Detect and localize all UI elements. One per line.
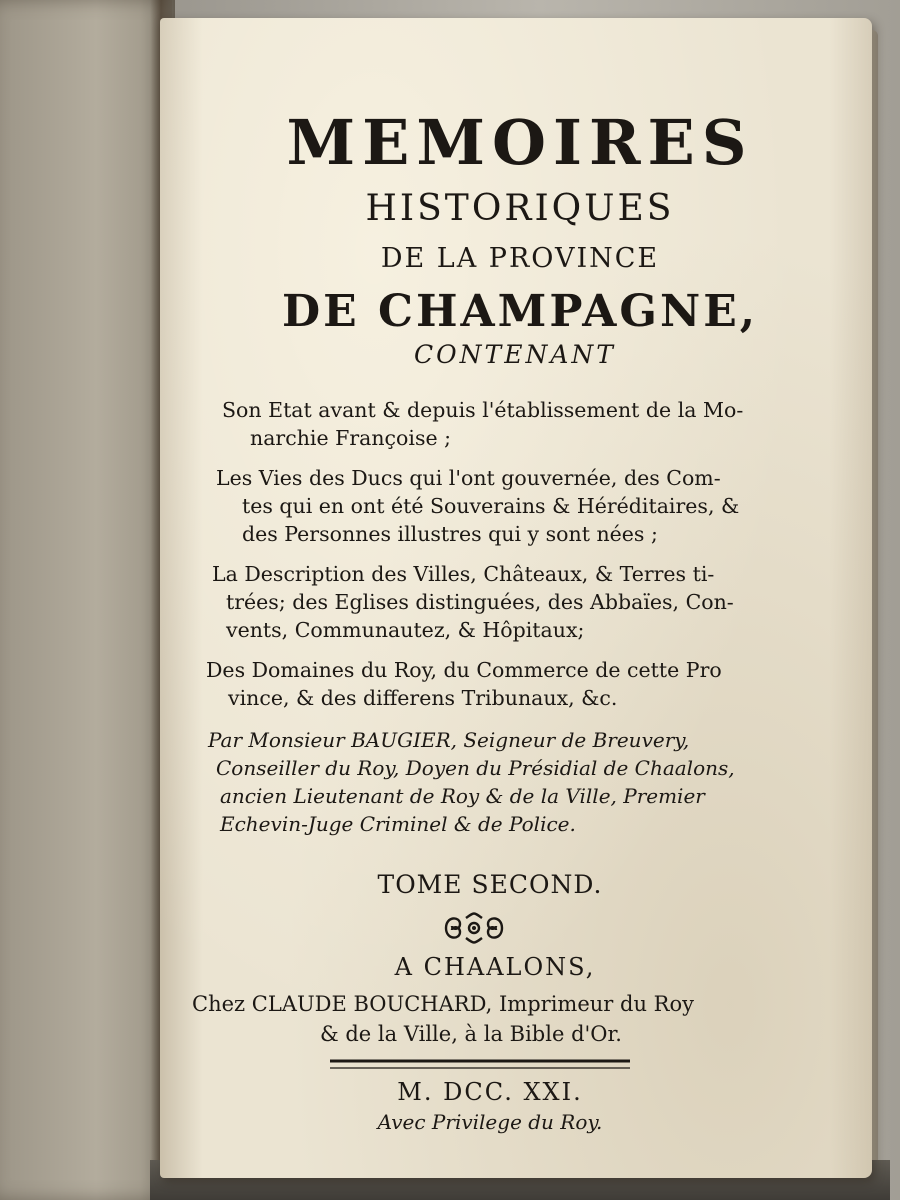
contents-line: narchie Françoise ; [250, 426, 452, 450]
author-line: Par Monsieur BAUGIER, Seigneur de Breuvery, [208, 728, 690, 752]
contents-line: La Description des Villes, Châteaux, & Terres ti- [212, 562, 715, 586]
title-line-memoires: MEMOIRES [286, 106, 754, 179]
royal-privilege: Avec Privilege du Roy. [377, 1110, 603, 1134]
author-line: Echevin-Juge Criminel & de Police. [220, 812, 576, 836]
publication-date: M. DCC. XXI. [397, 1078, 583, 1106]
title-line-province: DE LA PROVINCE [380, 243, 660, 274]
contents-line: vents, Communautez, & Hôpitaux; [226, 618, 585, 642]
imprint-city: A CHAALONS, [394, 953, 596, 981]
contents-line: Les Vies des Ducs qui l'ont gouvernée, des Com- [216, 466, 721, 490]
imprint-printer: Chez CLAUDE BOUCHARD, Imprimeur du Roy [192, 992, 694, 1016]
contents-line: vince, & des differens Tribunaux, &c. [228, 686, 618, 710]
contents-line: Des Domaines du Roy, du Commerce de cette Pro [206, 658, 722, 682]
author-line: ancien Lieutenant de Roy & de la Ville, Premier [220, 784, 705, 808]
contents-line: Son Etat avant & depuis l'établissement de la Mo- [222, 398, 744, 422]
imprint-address: & de la Ville, à la Bible d'Or. [320, 1022, 622, 1046]
title-page [160, 18, 872, 1178]
contenant-heading: CONTENANT [414, 340, 616, 369]
double-rule-divider [320, 1058, 640, 1072]
title-line-historiques: HISTORIQUES [365, 188, 675, 229]
title-line-champagne: DE CHAMPAGNE, [281, 286, 759, 337]
contents-line: des Personnes illustres qui y sont nées ; [242, 522, 658, 546]
contents-line: trées; des Eglises distinguées, des Abbaïes, Con- [226, 590, 734, 614]
author-line: Conseiller du Roy, Doyen du Présidial de Chaalons, [216, 756, 735, 780]
volume-label: TOME SECOND. [377, 870, 603, 899]
fleuron-ornament-icon [442, 910, 506, 946]
title-page-content [160, 18, 872, 1178]
left-page [0, 0, 175, 1200]
contents-line: tes qui en ont été Souverains & Héréditaires, & [242, 494, 740, 518]
